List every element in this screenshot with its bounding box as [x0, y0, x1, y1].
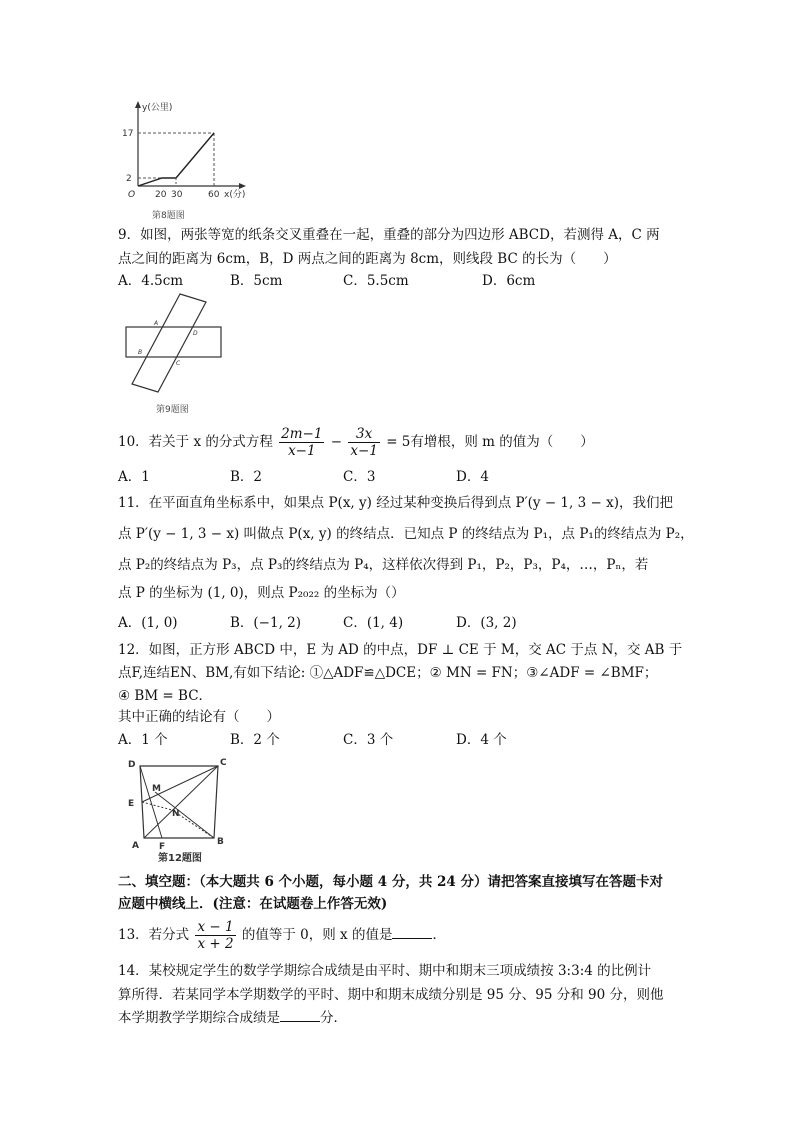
fig8-x-label: x(分)	[224, 190, 246, 200]
q13-prefix: 13．若分式	[118, 927, 190, 943]
fig9-label-c: C	[176, 360, 181, 367]
q13-fraction	[195, 919, 235, 952]
fig8-origin: O	[128, 190, 136, 200]
fig9-caption: 第9题图	[156, 405, 189, 415]
section2-line1: 二、填空题：（本大题共 6 个小题，每小题 4 分，共 24 分）请把答案直接填写在答题卡对	[118, 874, 664, 890]
fig12-label-c: C	[220, 758, 227, 768]
q9-option-c: C．5.5cm	[343, 273, 409, 289]
fig12-diagram	[122, 754, 234, 866]
q12-line2: 点F,连结EN、BM,有如下结论: ①△ADF≌△DCE；② MN = FN；③∠ADF = ∠BMF；	[118, 665, 658, 681]
fig12-caption: 第12题图	[158, 853, 202, 864]
q10-prefix: 10．若关于 x 的分式方程	[118, 434, 273, 450]
fig12-label-m: M	[152, 784, 161, 794]
q12-line3: ④ BM = BC．	[118, 688, 213, 704]
fig8-y-tick-2: 2	[126, 174, 132, 184]
q11-option-c: C．(1, 4)	[343, 615, 404, 631]
q12-option-a: A．1 个	[118, 732, 168, 748]
fig12-label-b: B	[217, 837, 224, 847]
q10-fraction-2	[348, 426, 380, 459]
section2-line2: 应题中横线上．(注意：在试题卷上作答无效)	[118, 896, 388, 912]
q11-line2: 点 P′(y − 1, 3 − x) 叫做点 P(x, y) 的终结点．已知点 P 的终结点为 P₁，点 P₁的终结点为 P₂，	[118, 526, 694, 542]
q9-option-a: A．4.5cm	[118, 273, 184, 289]
fig12-label-f: F	[159, 842, 166, 852]
q13-num: x − 1	[197, 919, 234, 935]
q14-line3-b: 分．	[320, 1010, 347, 1026]
fig8-x-tick-30: 30	[171, 190, 183, 200]
q12-option-d: D．4 个	[456, 732, 507, 748]
fig9-label-b: B	[138, 349, 143, 356]
q14-line3	[118, 1009, 347, 1027]
q12-line1: 12．如图，正方形 ABCD 中，E 为 AD 的中点，DF ⊥ CE 于 M，交 AC 于点 N，交 AB 于	[118, 642, 683, 658]
q10-option-b: B．2	[230, 469, 263, 485]
q11-option-b: B．(−1, 2)	[230, 615, 302, 631]
fig12-label-n: N	[172, 809, 180, 819]
q10-line	[118, 422, 594, 462]
q11-option-d: D．(3, 2)	[456, 615, 517, 631]
q10-frac1-num: 2m−1	[281, 426, 323, 442]
fig8-y-label: y(公里)	[142, 103, 173, 113]
q11-line4: 点 P 的坐标为 (1, 0)，则点 P₂₀₂₂ 的坐标为（）	[118, 585, 405, 601]
fig12-label-a: A	[132, 841, 139, 851]
fig8-x-tick-60: 60	[208, 190, 220, 200]
q12-line4: 其中正确的结论有（ ）	[118, 709, 280, 725]
q11-line3: 点 P₂的终结点为 P₃，点 P₃的终结点为 P₄，这样依次得到 P₁，P₂，P₃，P₄，…，Pₙ，若	[118, 557, 649, 573]
q11-line1: 11．在平面直角坐标系中，如果点 P(x, y) 经过某种变换后得到点 P′(y − 1, 3 − x)，我们把	[118, 495, 673, 511]
q14-line1: 14．某校规定学生的数学学期综合成绩是由平时、期中和期末三项成绩按 3:3:4 的比例计	[118, 963, 652, 979]
fig12-label-d: D	[128, 760, 136, 770]
q10-fraction-1	[279, 426, 324, 459]
q10-suffix: = 5有增根，则 m 的值为（ ）	[386, 434, 594, 450]
q14-answer-blank[interactable]	[280, 1009, 320, 1022]
q13-answer-blank[interactable]	[392, 926, 432, 939]
fig9-diagram	[118, 292, 228, 417]
fig9-label-d: D	[193, 330, 198, 337]
q11-option-a: A．(1, 0)	[118, 615, 178, 631]
q12-option-c: C．3 个	[343, 732, 394, 748]
q13-den: x + 2	[197, 936, 234, 952]
fig8-graph	[118, 98, 268, 226]
q9-option-d: D．6cm	[482, 273, 536, 289]
fig9-label-a: A	[154, 320, 159, 327]
q9-line2: 点之间的距离为 6cm，B，D 两点之间的距离为 8cm，则线段 BC 的长为（ ）	[118, 251, 617, 267]
fig8-caption: 第8题图	[152, 211, 185, 221]
q13-suffix-a: 的值等于 0，则 x 的值是	[241, 927, 393, 943]
fig8-x-tick-20: 20	[155, 190, 167, 200]
fig8-y-tick-17: 17	[122, 129, 134, 139]
q10-frac2-num: 3x	[348, 426, 380, 443]
q9-option-b: B．5cm	[230, 273, 283, 289]
q13-suffix-b: ．	[432, 927, 446, 943]
q10-frac2-den: x−1	[350, 443, 378, 459]
fig12-label-e: E	[128, 799, 135, 809]
q10-option-a: A．1	[118, 469, 150, 485]
q14-line2: 算所得．若某同学本学期数学的平时、期中和期末成绩分别是 95 分、95 分和 90 分，则他	[118, 987, 664, 1003]
q10-minus: −	[330, 434, 343, 450]
q10-option-d: D．4	[456, 469, 489, 485]
q12-option-b: B．2 个	[230, 732, 280, 748]
q10-option-c: C．3	[343, 469, 376, 485]
q10-frac1-den: x−1	[288, 443, 316, 459]
q14-line3-a: 本学期教学学期综合成绩是	[118, 1010, 280, 1026]
q13-line	[118, 915, 446, 955]
q9-line1: 9．如图，两张等宽的纸条交叉重叠在一起，重叠的部分为四边形 ABCD，若测得 A，C 两	[118, 227, 660, 243]
